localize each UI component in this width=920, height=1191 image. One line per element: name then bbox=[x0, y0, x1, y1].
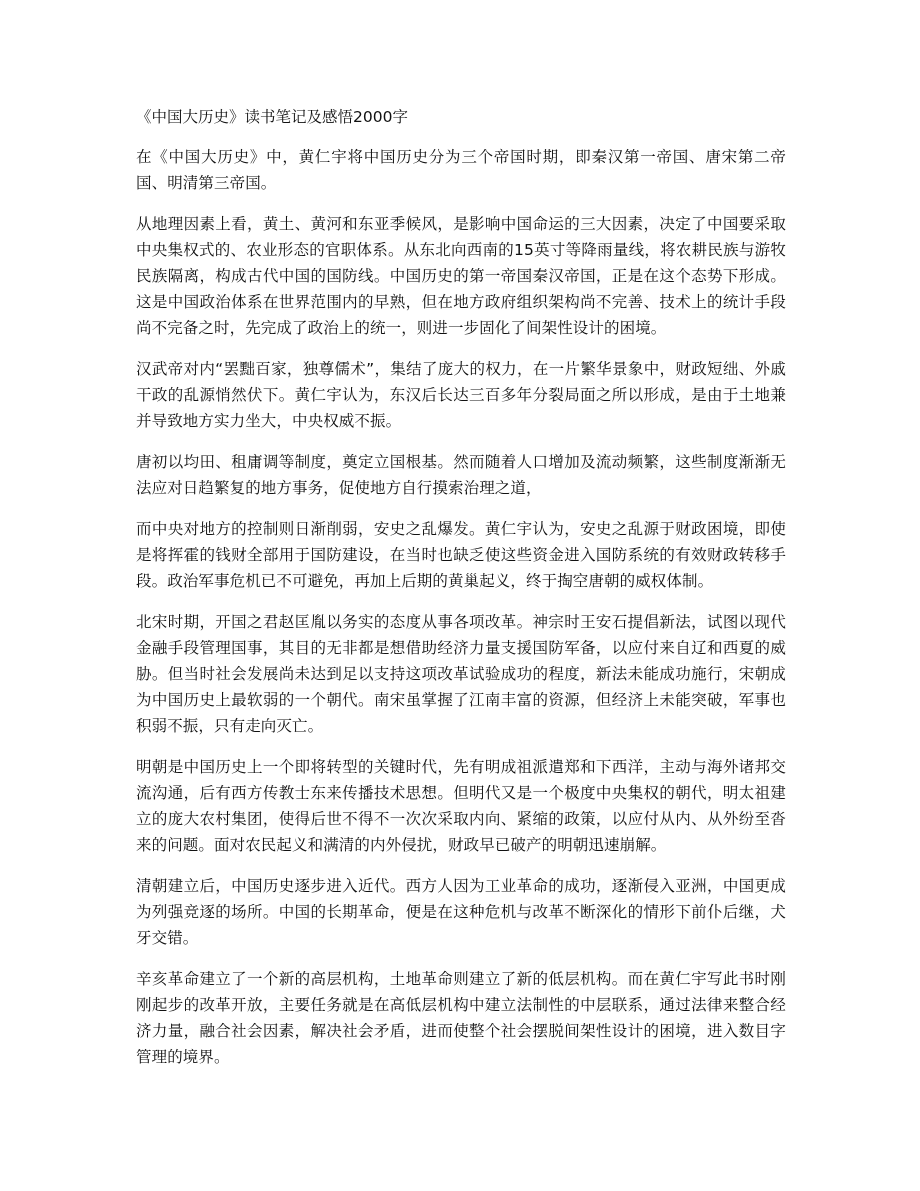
paragraph-geography: 从地理因素上看，黄土、黄河和东亚季候风，是影响中国命运的三大因素，决定了中国要采取中央集权式的、农业形态的官职体系。从东北向西南的15英寸等降雨量线，将农耕民族与游牧民族隔离，构成古代中国的国防线。中国历史的第一帝国秦汉帝国，正是在这个态势下形成。这是中国政治体系在世界范围内的早熟，但在地方政府组织架构尚不完善、技术上的统计手段尚不完备之时，先完成了政治上的统一，则进一步固化了间架性设计的困境。 bbox=[136, 215, 786, 337]
paragraph-song-dynasty: 北宋时期，开国之君赵匡胤以务实的态度从事各项改革。神宗时王安石提倡新法，试图以现代金融手段管理国事，其目的无非都是想借助经济力量支援国防军备，以应付来自辽和西夏的威胁。但当时社会发展尚未达到足以支持这项改革试验成功的程度，新法未能成功施行，宋朝成为中国历史上最软弱的一个朝代。南宋虽掌握了江南丰富的资源，但经济上未能突破，军事也积弱不振，只有走向灭亡。 bbox=[136, 613, 786, 735]
paragraph-qing-dynasty: 清朝建立后，中国历史逐步进入近代。西方人因为工业革命的成功，逐渐侵入亚洲，中国更成为列强竞逐的场所。中国的长期革命，便是在这种危机与改革不断深化的情形下前仆后继，犬牙交错。 bbox=[136, 877, 786, 947]
paragraph-ming-dynasty: 明朝是中国历史上一个即将转型的关键时代，先有明成祖派遣郑和下西洋，主动与海外诸邦交流沟通，后有西方传教士东来传播技术思想。但明代又是一个极度中央集权的朝代，明太祖建立的庞大农村集团，使得后世不得不一次次采取内向、紧缩的政策，以应付从内、从外纷至沓来的问题。面对农民起义和满清的内外侵扰，财政早已破产的明朝迅速崩解。 bbox=[136, 758, 786, 854]
paragraph-early-tang: 唐初以均田、租庸调等制度，奠定立国根基。然而随着人口增加及流动频繁，这些制度渐渐无法应对日趋繁复的地方事务，促使地方自行摸索治理之道， bbox=[136, 453, 786, 497]
paragraph-han-dynasty: 汉武帝对内“罢黜百家，独尊儒术”，集结了庞大的权力，在一片繁华景象中，财政短绌、外戚干政的乱源悄然伏下。黄仁宇认为，东汉后长达三百多年分裂局面之所以形成，是由于土地兼并导致地方实力坐大，中央权威不振。 bbox=[136, 360, 786, 430]
paragraph-three-empires: 在《中国大历史》中，黄仁宇将中国历史分为三个帝国时期，即秦汉第一帝国、唐宋第二帝国、明清第三帝国。 bbox=[136, 148, 786, 192]
paragraph-revolution: 辛亥革命建立了一个新的高层机构，土地革命则建立了新的低层机构。而在黄仁宇写此书时刚刚起步的改革开放，主要任务就是在高低层机构中建立法制性的中层联系，通过法律来整合经济力量，融合社会因素，解决社会矛盾，进而使整个社会摆脱间架性设计的困境，进入数目字管理的境界。 bbox=[136, 970, 786, 1066]
document-title: 《中国大历史》读书笔记及感悟2000字 bbox=[136, 108, 408, 126]
document-page bbox=[136, 104, 786, 1085]
paragraph-an-shi-rebellion: 而中央对地方的控制则日渐削弱，安史之乱爆发。黄仁宇认为，安史之乱源于财政困境，即使是将挥霍的钱财全部用于国防建设，在当时也缺乏使这些资金进入国防系统的有效财政转移手段。政治军事危机已不可避免，再加上后期的黄巢起义，终于掏空唐朝的威权体制。 bbox=[136, 520, 786, 590]
